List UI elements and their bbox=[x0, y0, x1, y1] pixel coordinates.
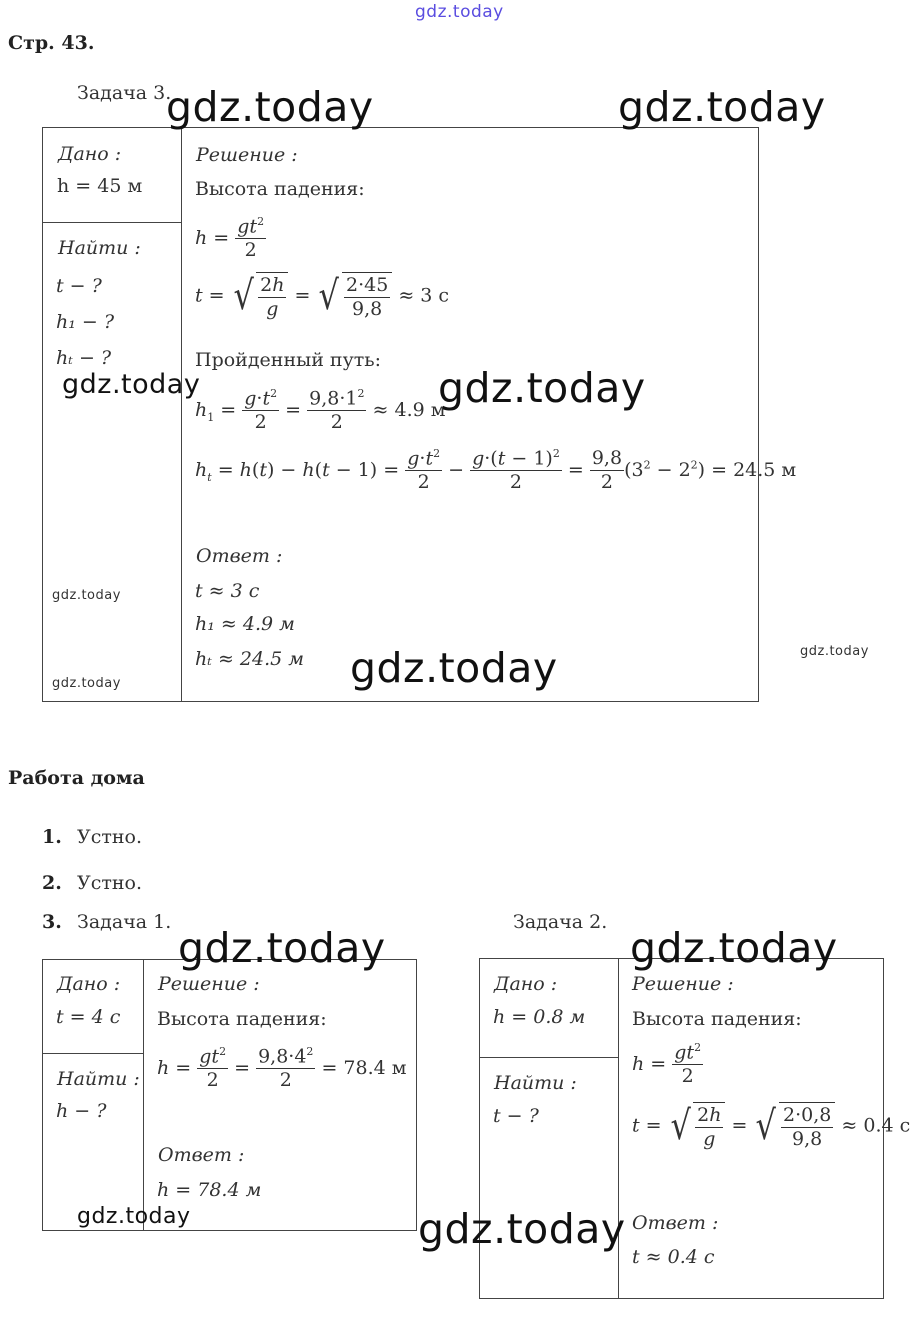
watermark: gdz.today bbox=[800, 644, 869, 659]
task3-find-label: Найти : bbox=[58, 237, 141, 259]
task3-find-t: t − ? bbox=[56, 275, 102, 297]
task3-path-label: Пройденный путь: bbox=[195, 349, 382, 371]
hw-task2-answer-label: Ответ : bbox=[632, 1212, 719, 1234]
home-item-3-text: Задача 1. bbox=[77, 911, 172, 933]
hw-task1-given-divider bbox=[42, 1053, 144, 1054]
watermark: gdz.today bbox=[62, 369, 201, 400]
home-item-2-num: 2. bbox=[42, 872, 62, 894]
hw-task1-solution-label: Решение : bbox=[158, 973, 260, 995]
watermark-top: gdz.today bbox=[415, 2, 504, 22]
hw-task1-answer-label: Ответ : bbox=[158, 1144, 245, 1166]
hw-task2-height-label: Высота падения: bbox=[632, 1008, 802, 1030]
task3-title: Задача 3. bbox=[77, 82, 172, 104]
task3-solution-label: Решение : bbox=[196, 144, 298, 166]
hw-task2-formula-t: t = √ $\frac{2h}{g}$ = √ $\frac{2\cdot 0,8}{9,8}$ ≈ 0.4 с bbox=[632, 1103, 911, 1150]
task3-formula-ht: $h_t = h(t) - h(t - 1)$ = $\frac{g\cdot t^2}{2}$ − $\frac{g\cdot(t - 1)^2}{2}$ = $\frac{9,8}{2}$ $(3^2 - 2^2) = 24.5$ м bbox=[195, 447, 797, 494]
task3-answer-h1: h₁ ≈ 4.9 м bbox=[195, 613, 295, 635]
hw-task1-find-label: Найти : bbox=[57, 1068, 140, 1090]
task3-formula-h1: $h_1$ = $\frac{g\cdot t^2}{2}$ = $\frac{9,8\cdot 1^2}{2}$ ≈ 4.9 м bbox=[195, 387, 446, 434]
watermark: gdz.today bbox=[166, 83, 374, 131]
task3-h1-result: ≈ 4.9 м bbox=[372, 398, 446, 421]
task3-find-h1: h₁ − ? bbox=[56, 311, 115, 333]
hw-task1-result: = 78.4 м bbox=[321, 1056, 407, 1079]
hw-task2-result: ≈ 0.4 с bbox=[841, 1114, 911, 1137]
task3-given-value: h = 45 м bbox=[57, 175, 143, 197]
hw-task2-formula-h: h = $\frac{gt^2}{2}$ bbox=[632, 1041, 702, 1088]
hw-task1-find-item: h − ? bbox=[56, 1100, 107, 1122]
home-item-1-num: 1. bbox=[42, 826, 62, 848]
page-title: Стр. 43. bbox=[8, 32, 95, 54]
hw-task2-find-item: t − ? bbox=[493, 1105, 539, 1127]
home-item-3-num: 3. bbox=[42, 911, 62, 933]
watermark: gdz.today bbox=[77, 1204, 191, 1229]
task3-answer-ht: hₜ ≈ 24.5 м bbox=[195, 648, 305, 670]
watermark: gdz.today bbox=[350, 644, 558, 692]
hw-task2-title: Задача 2. bbox=[513, 911, 608, 933]
task3-ht-result: = 24.5 м bbox=[711, 458, 797, 481]
task3-t-result: ≈ 3 с bbox=[398, 284, 450, 307]
hw-task1-formula: h = $\frac{gt^2}{2}$ = $\frac{9,8\cdot 4^2}{2}$ = 78.4 м bbox=[157, 1045, 407, 1092]
watermark: gdz.today bbox=[418, 1205, 626, 1253]
hw-task1-divider bbox=[143, 959, 144, 1231]
hw-task1-height-label: Высота падения: bbox=[157, 1008, 327, 1030]
task3-given-label: Дано : bbox=[58, 143, 122, 165]
home-item-2-text: Устно. bbox=[77, 872, 143, 894]
hw-task1-given-label: Дано : bbox=[57, 973, 121, 995]
watermark: gdz.today bbox=[52, 676, 121, 691]
hw-task1-answer: h = 78.4 м bbox=[157, 1179, 262, 1201]
watermark: gdz.today bbox=[618, 83, 826, 131]
watermark: gdz.today bbox=[630, 924, 838, 972]
watermark: gdz.today bbox=[438, 364, 646, 412]
task3-given-divider bbox=[42, 222, 182, 223]
hw-task1-given-value: t = 4 с bbox=[56, 1006, 121, 1028]
hw-task2-answer: t ≈ 0.4 с bbox=[632, 1246, 715, 1268]
task3-formula-t: t = √ $\frac{2h}{g}$ = √ $\frac{2\cdot 45}{9,8}$ ≈ 3 с bbox=[195, 273, 450, 320]
hw-task2-solution-label: Решение : bbox=[632, 973, 734, 995]
task3-divider bbox=[181, 127, 182, 702]
home-title: Работа дома bbox=[8, 767, 145, 789]
hw-task2-given-divider bbox=[479, 1057, 619, 1058]
task3-answer-label: Ответ : bbox=[196, 545, 283, 567]
task3-formula-h: h = $\frac{gt^2}{2}$ bbox=[195, 215, 265, 262]
hw-task2-given-label: Дано : bbox=[494, 973, 558, 995]
task3-height-label: Высота падения: bbox=[195, 178, 365, 200]
home-item-1-text: Устно. bbox=[77, 826, 143, 848]
hw-task2-given-value: h = 0.8 м bbox=[493, 1006, 586, 1028]
watermark: gdz.today bbox=[178, 924, 386, 972]
hw-task2-find-label: Найти : bbox=[494, 1072, 577, 1094]
task3-answer-t: t ≈ 3 с bbox=[195, 580, 260, 602]
task3-find-ht: hₜ − ? bbox=[56, 347, 112, 369]
watermark: gdz.today bbox=[52, 588, 121, 603]
